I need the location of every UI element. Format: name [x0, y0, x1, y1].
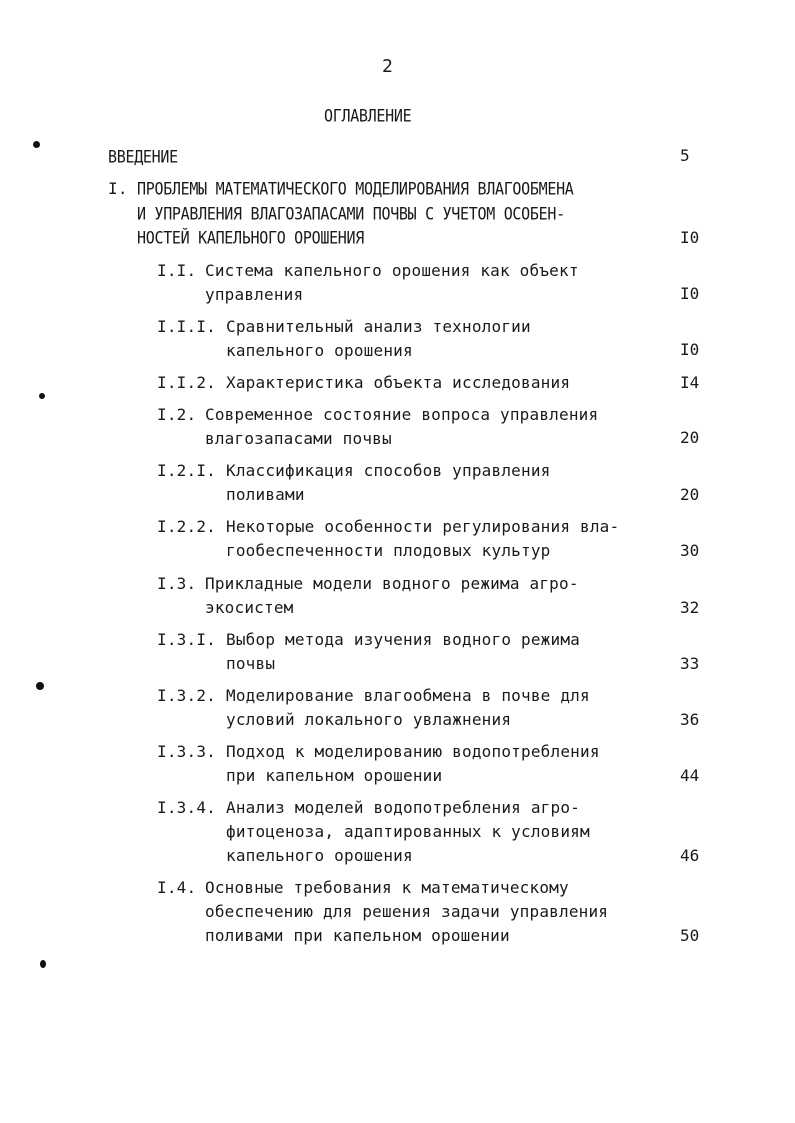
toc-entry-line: экосистем [205, 598, 294, 617]
toc-entry-page: 30 [680, 541, 700, 560]
toc-entry-ch1-line3: НОСТЕЙ КАПЕЛЬНОГО ОРОШЕНИЯ [137, 228, 365, 249]
toc-entry-line: Сравнительный анализ технологии [226, 317, 531, 336]
toc-entry-line: Система капельного орошения как объект [205, 261, 579, 280]
toc-entry-number: I.2.2. [157, 517, 216, 536]
toc-entry-intro-title: ВВЕДЕНИЕ [108, 147, 178, 168]
toc-entry-page: 20 [680, 485, 700, 504]
toc-entry-number: I.3.4. [157, 798, 216, 817]
toc-entry-page: 46 [680, 846, 700, 865]
toc-entry-line: Подход к моделированию водопотребления [226, 742, 600, 761]
toc-entry-page: I0 [680, 284, 700, 303]
toc-entry-number: I.2. [157, 405, 197, 424]
toc-entry-line: Классификация способов управления [226, 461, 551, 480]
toc-entry-line: Прикладные модели водного режима агро- [205, 574, 579, 593]
toc-entry-number: I.3.3. [157, 742, 216, 761]
toc-entry-line: при капельном орошении [226, 766, 443, 785]
toc-entry-line: поливами [226, 485, 305, 504]
toc-entry-line: фитоценоза, адаптированных к условиям [226, 822, 590, 841]
toc-entry-number: I.3. [157, 574, 197, 593]
toc-entry-page: 33 [680, 654, 700, 673]
toc-entry-line: поливами при капельном орошении [205, 926, 510, 945]
toc-entry-number: I.2.I. [157, 461, 216, 480]
toc-entry-ch1-line1: ПРОБЛЕМЫ МАТЕМАТИЧЕСКОГО МОДЕЛИРОВАНИЯ ВЛАГООБМЕНА [137, 179, 574, 200]
toc-entry-ch1-number: I. [108, 179, 128, 198]
toc-entry-number: I.I. [157, 261, 197, 280]
toc-entry-page: 32 [680, 598, 700, 617]
toc-entry-number: I.3.I. [157, 630, 216, 649]
toc-entry-line: Моделирование влагообмена в почве для [226, 686, 590, 705]
toc-entry-line: влагозапасами почвы [205, 429, 392, 448]
toc-entry-line: капельного орошения [226, 341, 413, 360]
toc-entry-line: управления [205, 285, 304, 304]
toc-entry-ch1-line2: И УПРАВЛЕНИЯ ВЛАГОЗАПАСАМИ ПОЧВЫ С УЧЕТОМ ОСОБЕН- [137, 204, 565, 225]
toc-entry-number: I.I.I. [157, 317, 216, 336]
toc-entry-number: I.I.2. [157, 373, 216, 392]
toc-entry-line: почвы [226, 654, 276, 673]
toc-entry-line: условий локального увлажнения [226, 710, 512, 729]
binder-hole-mark [33, 141, 40, 148]
toc-entry-number: I.4. [157, 878, 197, 897]
toc-entry-line: Некоторые особенности регулирования вла- [226, 517, 620, 536]
page-number: 2 [382, 56, 394, 77]
toc-entry-ch1-page: I0 [680, 228, 700, 247]
binder-hole-mark [39, 393, 45, 399]
toc-entry-line: Характеристика объекта исследования [226, 373, 571, 392]
toc-entry-page: I4 [680, 373, 700, 392]
toc-entry-number: I.3.2. [157, 686, 216, 705]
binder-hole-mark [40, 960, 46, 968]
toc-entry-line: гообеспеченности плодовых культур [226, 541, 551, 560]
toc-entry-page: 36 [680, 710, 700, 729]
toc-title: ОГЛАВЛЕНИЕ [324, 106, 412, 127]
toc-entry-line: обеспечению для решения задачи управления [205, 902, 609, 921]
toc-entry-page: 50 [680, 926, 700, 945]
toc-entry-line: Основные требования к математическому [205, 878, 569, 897]
toc-entry-page: 20 [680, 428, 700, 447]
binder-hole-mark [36, 682, 44, 690]
toc-entry-page: I0 [680, 340, 700, 359]
toc-entry-intro-page: 5 [680, 146, 690, 165]
toc-entry-line: капельного орошения [226, 846, 413, 865]
toc-entry-line: Выбор метода изучения водного режима [226, 630, 580, 649]
toc-entry-line: Современное состояние вопроса управления [205, 405, 599, 424]
toc-entry-page: 44 [680, 766, 700, 785]
toc-entry-line: Анализ моделей водопотребления агро- [226, 798, 580, 817]
